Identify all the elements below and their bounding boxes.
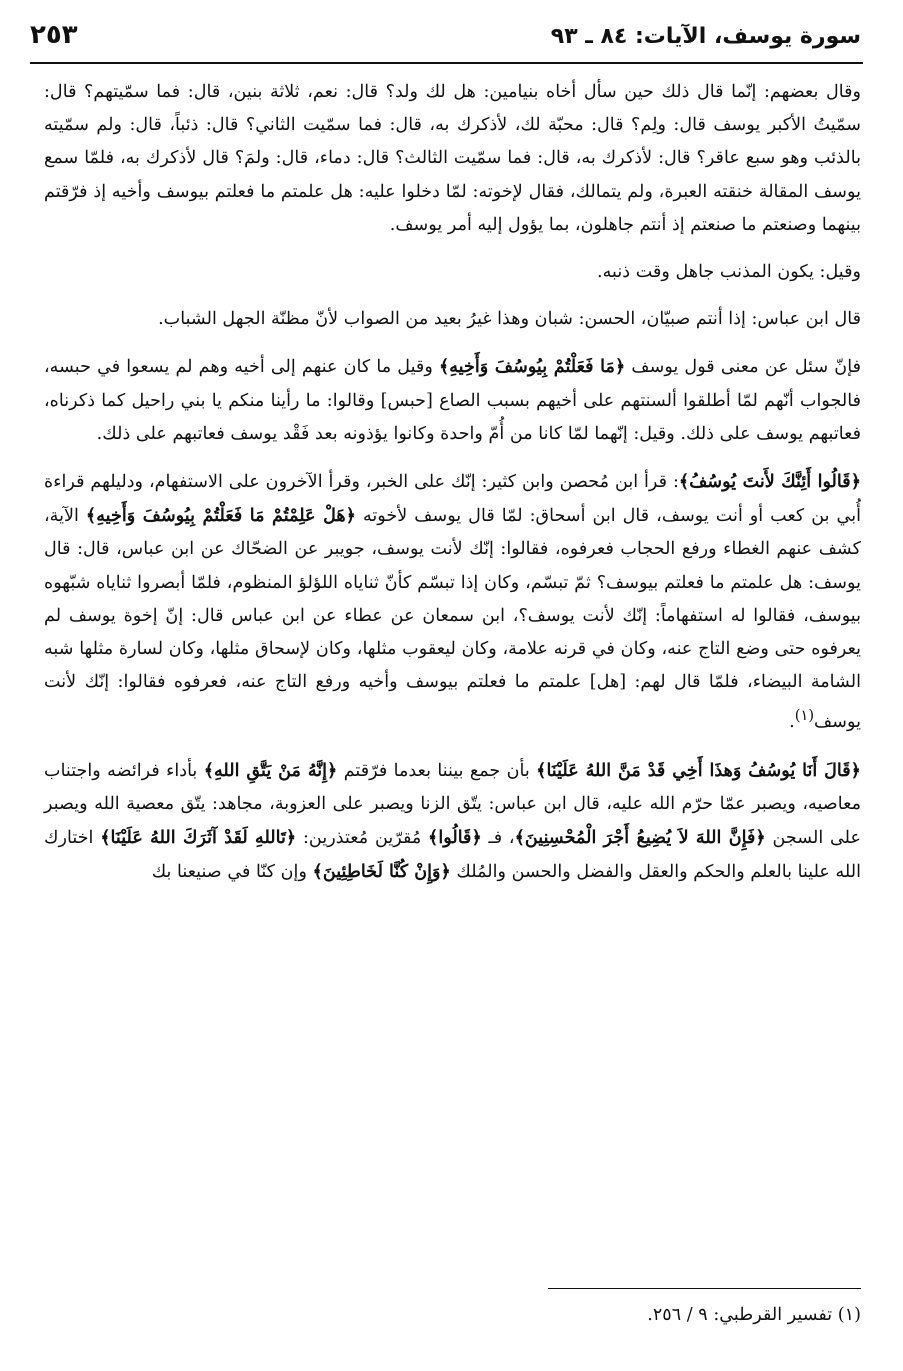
text-run: وقيل: يكون المذنب جاهل وقت ذنبه. (597, 262, 861, 283)
paragraph (44, 256, 861, 289)
quran-verse: ﴿قَالُوا أَئِنَّكَ لأَنتَ يُوسُفُ﴾ (678, 471, 861, 493)
text-run: وقال بعضهم: إنّما قال ذلك حين سأل أخاه بنيامين: هل لك ولد؟ قال: نعم، ثلاثة بنين، قال: فما سمّيتهم؟ قال: سمّيتُ الأكبر يوسف قال: ولِم؟ قال: محبّة لك، لأذكرك به، قال: فما سمّيت الثاني؟ قال: ذئباً، قال: ولم سمّيته بالذئب وهو سبع عاقر؟ قال: لأذكرك به، قال: فما سمّيت الثالث؟ قال: دماء، قال: ولمَ؟ قال لأذكرك به، فلمّا سمع يوسف المقالة خنقته العبرة، ولم يتمالك، فقال لإخوته: لمّا دخلوا عليه: هل علمتم ما فعلتم بيوسف وأخيه إذ فرّقتم بينهما وصنعتم ما صنعتم إذ أنتم جاهلون، بما يؤول إليه أمر يوسف. (44, 82, 861, 235)
paragraph (44, 76, 861, 242)
paragraph (44, 303, 861, 336)
quran-verse: ﴿مَا فَعَلْتُمْ بِيُوسُفَ وَأَخِيهِ﴾ (438, 356, 626, 378)
quran-verse: ﴿تَاللهِ لَقَدْ آثَرَكَ اللهُ عَلَيْنَا﴾ (100, 826, 297, 848)
text-run: الآية، كشف عنهم الغطاء ورفع الحجاب فعرفوه، فقالوا: إنّك لأنت يوسف، جويبر عن الضحّاك عن ابن عباس، قال: قال يوسف: هل علمتم ما فعلتم بيوسف؟ ثمّ تبسّم، وكان إذا تبسّم كأنّ ثناياه اللؤلؤ المنظوم، فلمّا أبصروا ثناياه شبّهوه بيوسف، فقالوا له استفهاماً: إنّك لأنت يوسف؟، ابن سمعان عن عطاء عن ابن عباس قال: إنّ إخوة يوسف لم يعرفوه حتى وضع التاج عنه، وكان في قرنه علامة، وكان ليعقوب مثلها، وكان لإسحاق مثلها، وكان لسارة مثلها شبه الشامة البيضاء، فلمّا قال لهم: [هل] علمتم ما فعلتم بيوسف وأخيه ورفع التاج عنه، فعرفوه فقالوا: إنّك لأنت يوسف (44, 506, 861, 733)
text-run: مُقرّين مُعتذرين: (296, 827, 429, 848)
paragraph (44, 465, 861, 739)
text-run: ، فـ (481, 827, 515, 848)
footnote-ref: (١) (794, 707, 815, 725)
paragraph (44, 754, 861, 890)
header-divider (30, 62, 863, 64)
text-run: بأداء فرائضه واجتناب معاصيه، ويصبر عمّا حرّم الله عليه، قال ابن عباس: يتّق الزنا ويصبر على العزوبة، مجاهد: يتّق معصية الله ويصبر على السجن (44, 760, 861, 848)
text-run: اختارك الله علينا بالعلم والحكم والعقل والفضل والحسن والمُلك (44, 827, 861, 883)
quran-verse: ﴿قَالَ أَنَا يُوسُفُ وَهذَا أَخِي قَدْ مَنَّ اللهُ عَلَيْنَا﴾ (536, 759, 861, 781)
footnote: (١) تفسير القرطبي: ٩ / ٢٥٦. (647, 1305, 861, 1325)
page-header (30, 6, 861, 56)
quran-verse: ﴿إِنَّهُ مَنْ يَتَّقِ اللهِ﴾ (203, 759, 338, 781)
footnote-divider (548, 1288, 861, 1289)
chapter-title: سورة يوسف، الآيات: ٨٤ ـ ٩٣ (550, 24, 861, 49)
text-run: وقيل ما كان عنهم إلى أخيه وهم لم يسعوا في حبسه، فالجواب أنّهم لمّا أطلقوا ألسنتهم على أخيهم بسبب الصاع [حبس] وقالوا: ما رأينا منكم يا بني راحيل كما ذكرناه، فعاتبهم يوسف على ذلك. وقيل: إنّهما لمّا كانا من أُمّ واحدة وكانوا يؤذونه بعد فَقْد يوسف فعاتبهم على ذلك. (44, 357, 861, 444)
page-body (44, 76, 861, 1286)
text-run: فإنّ سئل عن معنى قول يوسف (625, 357, 861, 378)
text-run: . (789, 712, 795, 733)
text-run: : قرأ ابن مُحصن وابن كثير: إنّك على الخبر، وقرأ الآخرون على الاستفهام، ودليلهم قراءة أُبي بن كعب أو أنت يوسف، قال ابن أسحاق: لمّا قال يوسف لأخوته (44, 472, 862, 527)
paragraph (44, 350, 861, 451)
text-run: وإن كنّا في صنيعنا بك (151, 862, 313, 883)
quran-verse: ﴿فَإِنَّ اللهَ لاَ يُضِيعُ أَجْرَ الْمُحْسِنِينَ﴾ (514, 826, 766, 848)
quran-verse: ﴿هَلْ عَلِمْتُمْ مَا فَعَلْتُمْ بِيُوسُفَ وَأَخِيهِ﴾ (85, 505, 356, 527)
quran-verse: ﴿قَالُوا﴾ (428, 826, 482, 848)
text-run: بأن جمع بيننا بعدما فرّقتم (337, 760, 537, 781)
text-run: قال ابن عباس: إذا أنتم صبيّان، الحسن: شبان وهذا غيرُ بعيد من الصواب لأنّ مظنّة الجهل الشباب. (158, 309, 861, 330)
page-number: ٢٥٣ (30, 20, 78, 50)
quran-verse: ﴿وَإِنْ كُنَّا لَخَاطِئِينَ﴾ (312, 861, 451, 883)
